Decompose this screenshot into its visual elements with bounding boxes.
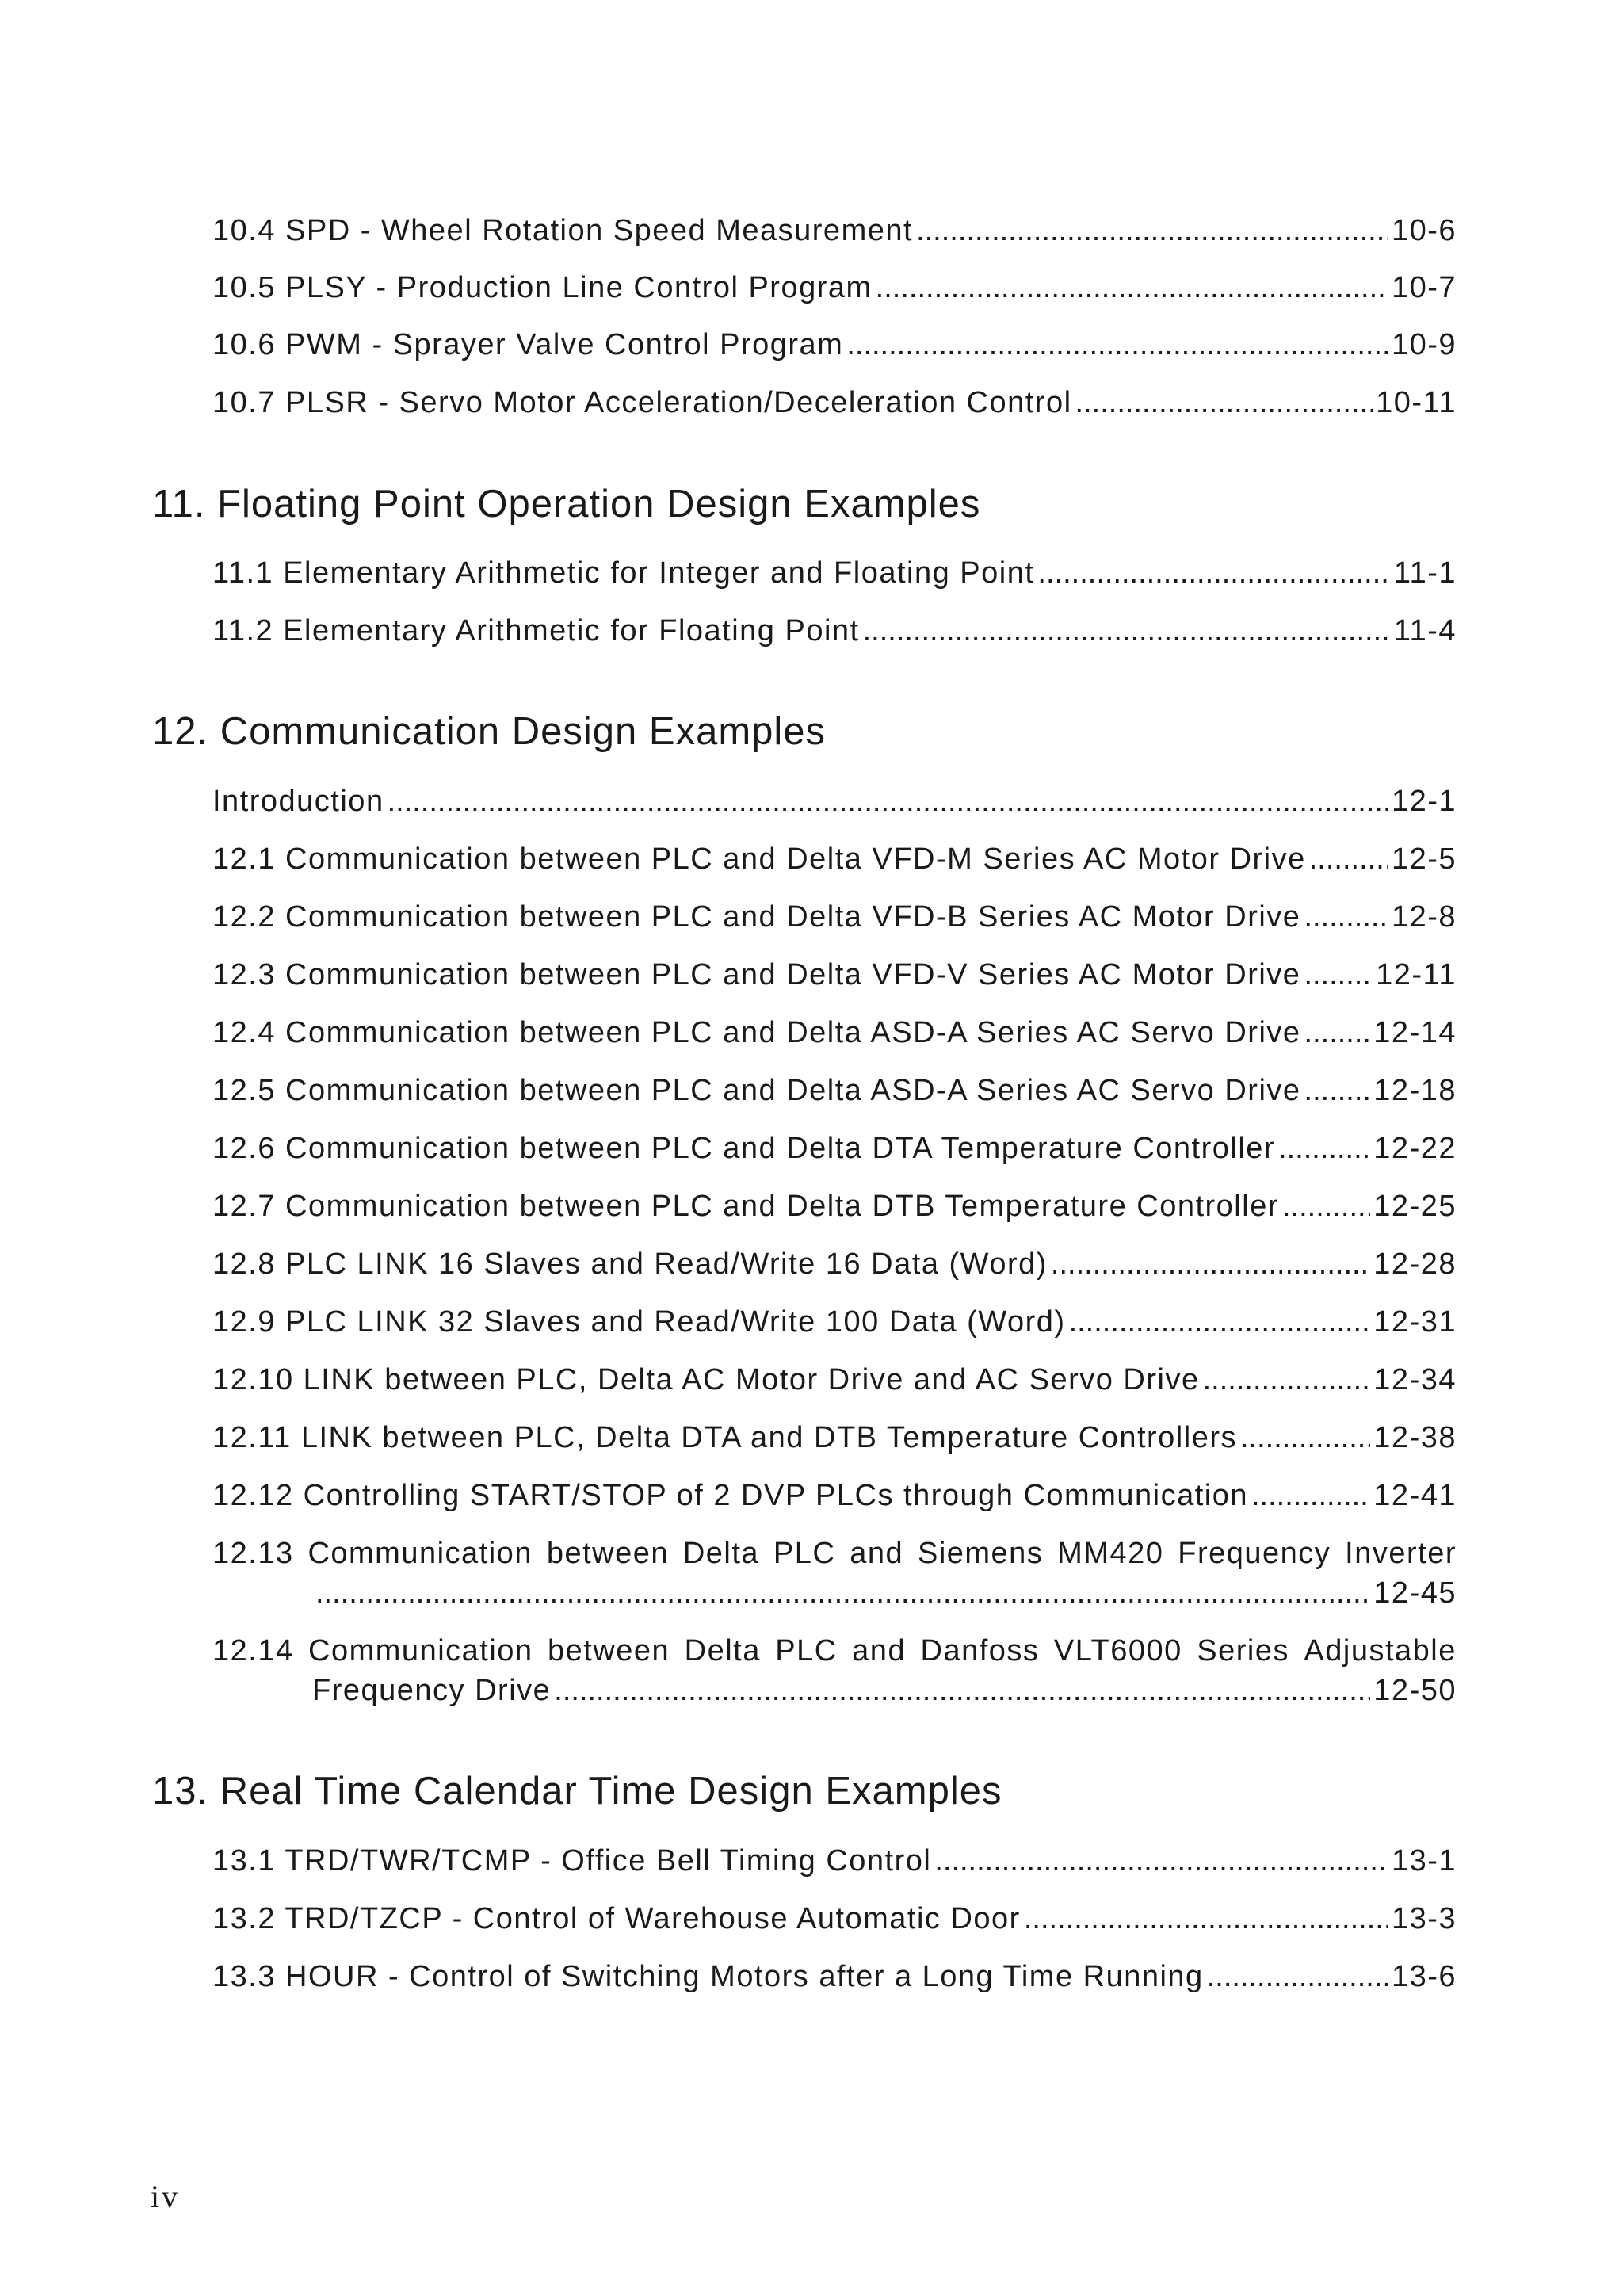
title-word: Delta (684, 1634, 761, 1668)
toc-entry-title: 12.8 PLC LINK 16 Slaves and Read/Write 16 Data (Word) (212, 1247, 1048, 1281)
toc-entry-continuation (212, 1671, 1457, 1710)
page-number: iv (151, 2179, 181, 2214)
dot-leader (1207, 1957, 1388, 1996)
toc-entry-title-line (212, 1534, 1457, 1573)
dot-leader (1037, 553, 1390, 593)
title-word: Communication (308, 1634, 533, 1668)
toc-entry-title: 10.5 PLSY - Production Line Control Program (212, 271, 873, 304)
dot-leader (863, 611, 1391, 651)
toc-entry-12-10[interactable] (212, 1360, 1457, 1400)
title-word: VLT6000 (1053, 1634, 1182, 1668)
dot-leader (846, 325, 1388, 365)
title-word: PLC (775, 1634, 838, 1668)
toc-entry-12-8[interactable] (212, 1244, 1457, 1284)
toc-entry-12-1[interactable] (212, 839, 1457, 879)
toc-entry-12-3[interactable] (212, 955, 1457, 995)
toc-entry-title: Introduction (212, 785, 384, 818)
toc-entry-11-2[interactable] (212, 611, 1457, 651)
title-word: between (546, 1537, 669, 1570)
dot-leader (388, 781, 1388, 821)
dot-leader (1069, 1302, 1371, 1342)
dot-leader (1051, 1244, 1370, 1284)
toc-entry-title: 12.6 Communication between PLC and Delta DTA Temperature Controller (212, 1132, 1276, 1165)
toc-entry-page: 12-8 (1391, 900, 1457, 934)
title-word: Danfoss (920, 1634, 1040, 1668)
toc-entry-page: 12-45 (1373, 1576, 1457, 1610)
dot-leader (1304, 897, 1388, 937)
dot-leader (876, 268, 1388, 308)
toc-entry-page: 13-3 (1391, 1902, 1457, 1935)
dot-leader (315, 1573, 1370, 1613)
toc-entry-page: 10-6 (1391, 214, 1457, 247)
title-word: Inverter (1345, 1537, 1457, 1570)
toc-entry-page: 12-34 (1373, 1363, 1457, 1396)
toc-entry-title-line (212, 1631, 1457, 1671)
chapter-heading-11[interactable]: 11. Floating Point Operation Design Examples (152, 483, 981, 525)
toc-entry-13-2[interactable] (212, 1899, 1457, 1939)
title-word: Siemens (917, 1537, 1044, 1570)
toc-entry-page: 12-41 (1373, 1479, 1457, 1512)
toc-entry-title: 12.7 Communication between PLC and Delta DTB Temperature Controller (212, 1190, 1279, 1223)
title-word: PLC (773, 1537, 836, 1570)
dot-leader (1304, 1071, 1371, 1110)
toc-entry-title: 12.3 Communication between PLC and Delta VFD-V Series AC Motor Drive (212, 958, 1301, 991)
toc-entry-12-7[interactable] (212, 1186, 1457, 1226)
dot-leader (934, 1841, 1388, 1881)
toc-entry-title: 12.2 Communication between PLC and Delta VFD-B Series AC Motor Drive (212, 900, 1301, 934)
toc-entry-10-7[interactable] (212, 383, 1457, 422)
title-word: Frequency (1178, 1537, 1331, 1570)
toc-entry-introduction[interactable] (212, 781, 1457, 821)
toc-entry-10-5[interactable] (212, 268, 1457, 308)
toc-entry-page: 10-7 (1391, 271, 1457, 304)
toc-entry-10-4[interactable] (212, 211, 1457, 250)
chapter-heading-12[interactable]: 12. Communication Design Examples (152, 710, 827, 753)
toc-entry-12-14[interactable] (212, 1631, 1457, 1710)
title-word: Series (1197, 1634, 1289, 1668)
toc-entry-12-9[interactable] (212, 1302, 1457, 1342)
dot-leader (1075, 383, 1373, 422)
toc-entry-page: 12-28 (1373, 1247, 1457, 1281)
dot-leader (1251, 1476, 1370, 1515)
toc-entry-13-1[interactable] (212, 1841, 1457, 1881)
toc-entry-title: 12.5 Communication between PLC and Delta ASD-A Series AC Servo Drive (212, 1074, 1301, 1107)
toc-entry-page: 10-11 (1376, 386, 1457, 419)
toc-entry-title: 11.1 Elementary Arithmetic for Integer and Floating Point (212, 556, 1035, 590)
title-word: 12.13 (212, 1537, 294, 1570)
toc-entry-12-12[interactable] (212, 1476, 1457, 1515)
toc-entry-title: 12.4 Communication between PLC and Delta ASD-A Series AC Servo Drive (212, 1016, 1301, 1049)
toc-entry-title: 13.2 TRD/TZCP - Control of Warehouse Automatic Door (212, 1902, 1021, 1935)
toc-entry-12-4[interactable] (212, 1013, 1457, 1052)
toc-entry-title: 10.4 SPD - Wheel Rotation Speed Measurement (212, 214, 914, 247)
toc-entry-title: 13.1 TRD/TWR/TCMP - Office Bell Timing Control (212, 1844, 932, 1878)
dot-leader (1309, 839, 1388, 879)
toc-entry-title: 12.1 Communication between PLC and Delta VFD-M Series AC Motor Drive (212, 842, 1306, 876)
title-word: 12.14 (212, 1634, 294, 1668)
title-word: Delta (682, 1537, 760, 1570)
toc-entry-12-5[interactable] (212, 1071, 1457, 1110)
toc-entry-page: 11-4 (1393, 614, 1457, 648)
title-word: Adjustable (1304, 1634, 1457, 1668)
dot-leader (1304, 1013, 1371, 1052)
toc-entry-continuation (212, 1573, 1457, 1613)
dot-leader (1024, 1899, 1388, 1939)
toc-entry-11-1[interactable] (212, 553, 1457, 593)
title-word: Communication (307, 1537, 533, 1570)
chapter-heading-13[interactable]: 13. Real Time Calendar Time Design Examples (152, 1770, 1002, 1813)
title-word: and (850, 1537, 904, 1570)
title-word: between (548, 1634, 670, 1668)
toc-entry-page: 12-25 (1373, 1190, 1457, 1223)
dot-leader (554, 1671, 1370, 1710)
toc-entry-page: 12-31 (1373, 1305, 1457, 1339)
toc-entry-page: 13-6 (1391, 1960, 1457, 1993)
toc-entry-title: 13.3 HOUR - Control of Switching Motors after a Long Time Running (212, 1960, 1204, 1993)
dot-leader (916, 211, 1388, 250)
title-word: MM420 (1057, 1537, 1164, 1570)
dot-leader (1278, 1129, 1370, 1168)
toc-entry-title: 10.7 PLSR - Servo Motor Acceleration/Deceleration Control (212, 386, 1072, 419)
toc-entry-page: 13-1 (1391, 1844, 1457, 1878)
toc-entry-page: 12-1 (1391, 785, 1457, 818)
toc-entry-12-11[interactable] (212, 1418, 1457, 1457)
toc-entry-12-13[interactable] (212, 1534, 1457, 1613)
toc-entry-page: 10-9 (1391, 328, 1457, 361)
toc-entry-page: 11-1 (1393, 556, 1457, 590)
dot-leader (1203, 1360, 1371, 1400)
toc-entry-page: 12-22 (1373, 1132, 1457, 1165)
toc-entry-page: 12-5 (1391, 842, 1457, 876)
dot-leader (1240, 1418, 1370, 1457)
dot-leader (1282, 1186, 1370, 1226)
toc-entry-title: 12.9 PLC LINK 32 Slaves and Read/Write 100 Data (Word) (212, 1305, 1066, 1339)
toc-entry-10-6[interactable] (212, 325, 1457, 365)
toc-entry-title: 11.2 Elementary Arithmetic for Floating Point (212, 614, 860, 648)
toc-entry-12-2[interactable] (212, 897, 1457, 937)
toc-entry-page: 12-50 (1373, 1674, 1457, 1707)
title-word: and (852, 1634, 907, 1668)
toc-entry-page: 12-38 (1373, 1421, 1457, 1454)
toc-entry-title: 10.6 PWM - Sprayer Valve Control Program (212, 328, 844, 361)
toc-entry-title-continued: Frequency Drive (312, 1674, 552, 1707)
toc-entry-title: 12.12 Controlling START/STOP of 2 DVP PLCs through Communication (212, 1479, 1248, 1512)
toc-entry-page: 12-18 (1373, 1074, 1457, 1107)
toc-entry-title: 12.11 LINK between PLC, Delta DTA and DTB Temperature Controllers (212, 1421, 1237, 1454)
toc-entry-12-6[interactable] (212, 1129, 1457, 1168)
toc-entry-13-3[interactable] (212, 1957, 1457, 1996)
toc-entry-page: 12-14 (1373, 1016, 1457, 1049)
dot-leader (1304, 955, 1373, 995)
toc-entry-title: 12.10 LINK between PLC, Delta AC Motor Drive and AC Servo Drive (212, 1363, 1200, 1396)
toc-entry-page: 12-11 (1376, 958, 1457, 991)
